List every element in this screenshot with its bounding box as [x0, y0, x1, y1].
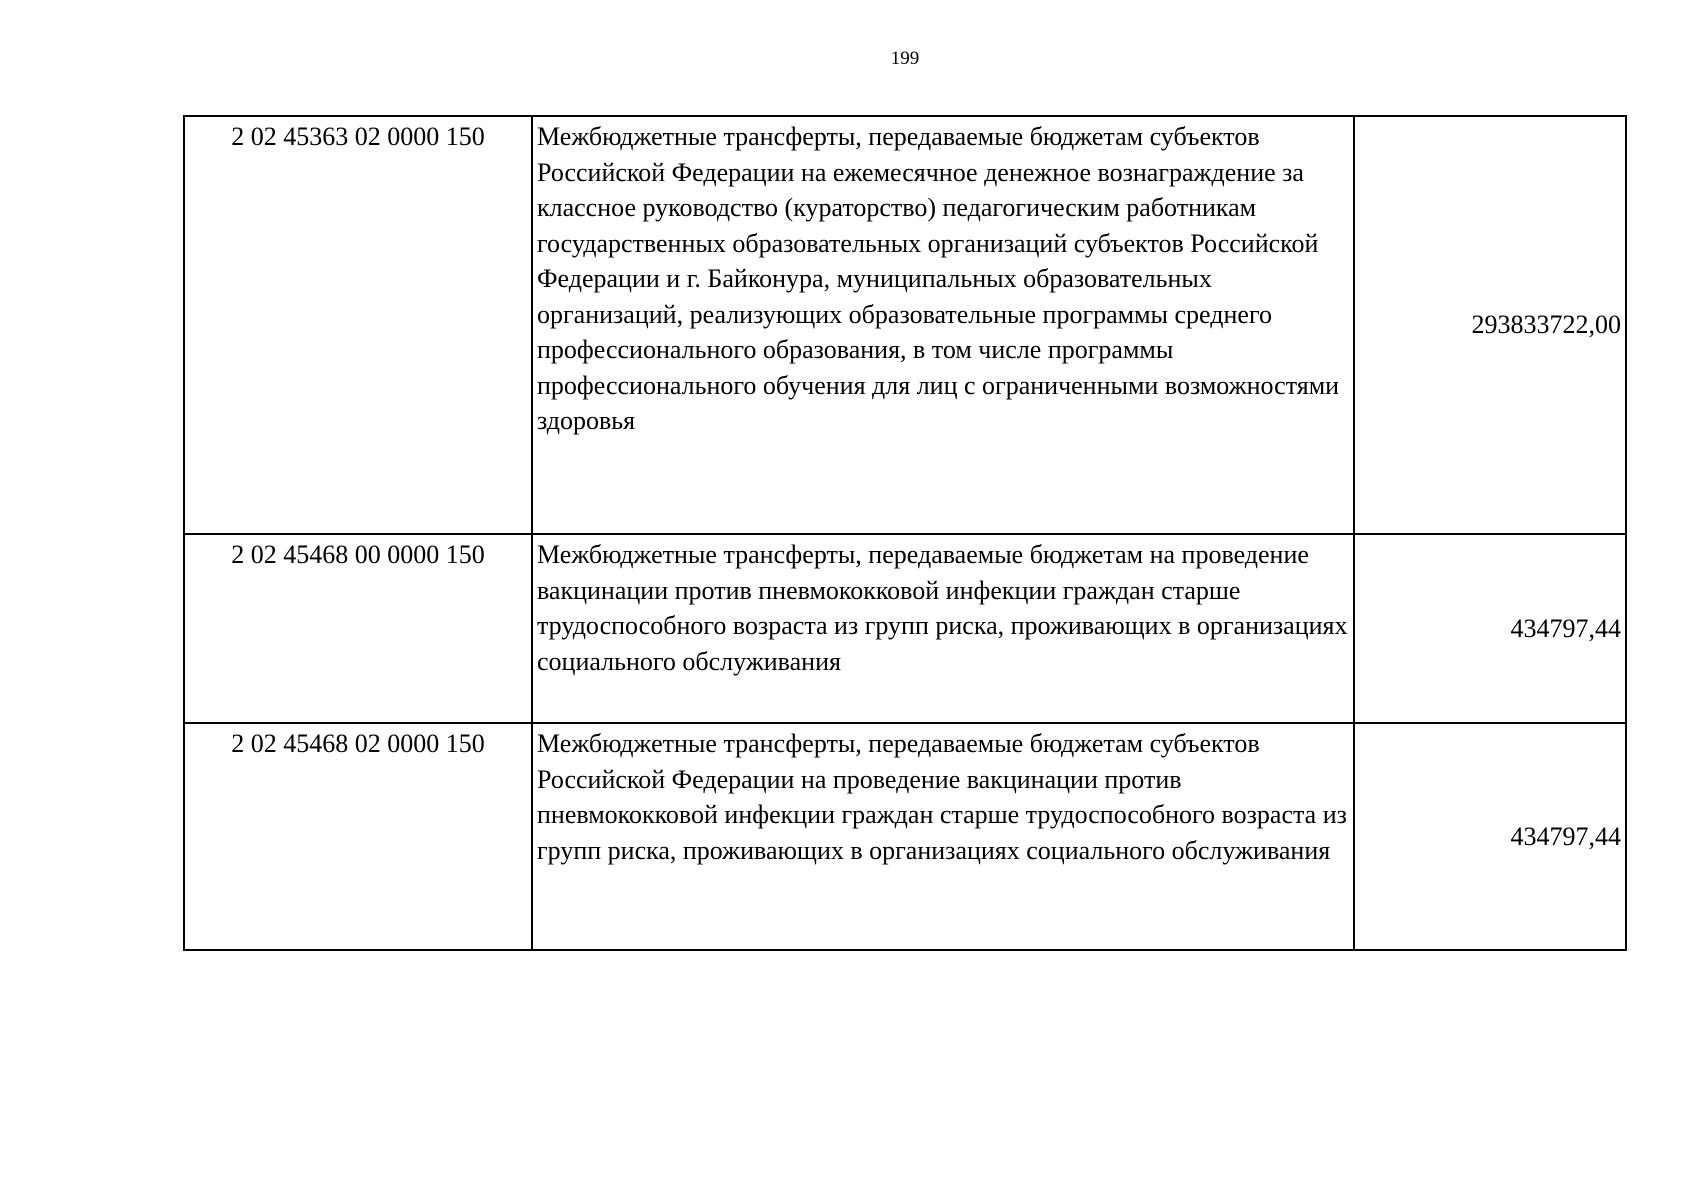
- amount-cell: 434797,44: [1354, 534, 1626, 723]
- table-row: [184, 116, 1626, 534]
- description-cell: Межбюджетные трансферты, передаваемые бюджетам субъектов Российской Федерации на ежемесячное денежное вознаграждение за классное руководство (кураторство) педагогическим работникам государственных образовательных организаций субъектов Российской Федерации и г. Байконура, муниципальных образовательных организаций, реализующих образовательные программы среднего профессионального образования, в том числе программы профессионального обучения для лиц с ограниченными возможностями здоровья: [532, 116, 1354, 534]
- page-number: 199: [890, 48, 920, 69]
- amount-cell: 293833722,00: [1354, 116, 1626, 534]
- description-cell: Межбюджетные трансферты, передаваемые бюджетам субъектов Российской Федерации на проведение вакцинации против пневмококковой инфекции граждан старше трудоспособного возраста из групп риска, проживающих в организациях социального обслуживания: [532, 723, 1354, 950]
- budget-code-cell: 2 02 45468 00 0000 150: [184, 534, 532, 723]
- budget-table: [183, 115, 1627, 951]
- budget-code-cell: 2 02 45363 02 0000 150: [184, 116, 532, 534]
- table-row: [184, 723, 1626, 950]
- amount-cell: 434797,44: [1354, 723, 1626, 950]
- budget-code-cell: 2 02 45468 02 0000 150: [184, 723, 532, 950]
- table-row: [184, 534, 1626, 723]
- description-cell: Межбюджетные трансферты, передаваемые бюджетам на проведение вакцинации против пневмококковой инфекции граждан старше трудоспособного возраста из групп риска, проживающих в организациях социального обслуживания: [532, 534, 1354, 723]
